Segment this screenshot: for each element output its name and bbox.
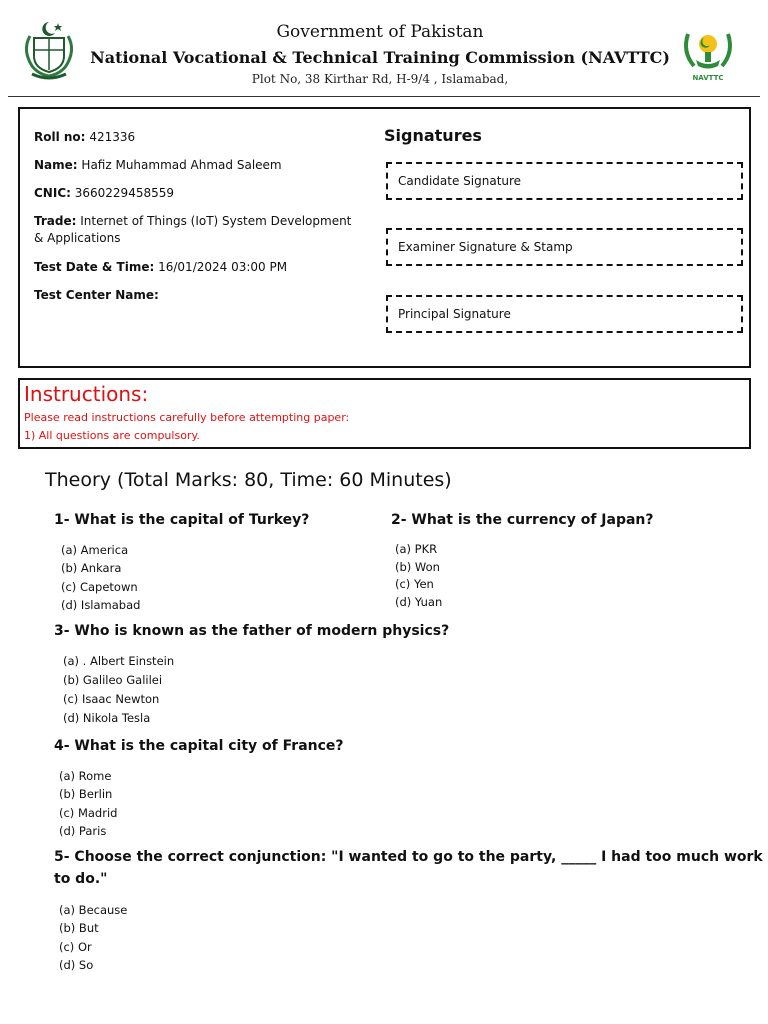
question-1: 1- What is the capital of Turkey? (54, 512, 310, 528)
candidate-cnic: CNIC: 3660229458559 (34, 186, 175, 200)
answer-option: (d) So (59, 957, 94, 972)
answer-option: (d) Yuan (395, 594, 443, 609)
answer-option: (c) Yen (395, 577, 434, 592)
answer-option: (b) But (59, 921, 99, 936)
question-4-options (59, 767, 117, 840)
instructions-line: 1) All questions are compulsory. (24, 429, 200, 442)
instructions-line: Please read instructions carefully before attempting paper: (24, 411, 350, 424)
instructions-title: Instructions: (24, 382, 149, 406)
answer-option: (d) Islamabad (61, 597, 141, 612)
navttc-logo (678, 24, 738, 88)
answer-option: (b) Ankara (61, 561, 122, 576)
commission-title: National Vocational & Technical Training Commission (NAVTTC) (90, 48, 670, 67)
answer-option: (c) Isaac Newton (63, 692, 160, 706)
candidate-trade: Trade: Internet of Things (IoT) System Development & Applications (34, 214, 352, 245)
government-title: Government of Pakistan (276, 22, 484, 42)
theory-section-title: Theory (Total Marks: 80, Time: 60 Minutes) (45, 469, 452, 491)
answer-option: (b) Won (395, 559, 440, 574)
answer-option: (d) Nikola Tesla (63, 711, 151, 725)
roll-number: Roll no: 421336 (34, 130, 136, 144)
answer-option: (a) PKR (395, 542, 438, 556)
examiner-signature-box: Examiner Signature & Stamp (386, 228, 743, 266)
instructions-box (18, 378, 751, 449)
navttc-logo-text: NAVTTC (692, 74, 724, 82)
signatures-title: Signatures (384, 126, 482, 145)
question-3-options (63, 652, 174, 728)
question-2: 2- What is the currency of Japan? (391, 512, 654, 528)
document-header (0, 0, 768, 96)
principal-signature-box: Principal Signature (386, 295, 743, 333)
question-5-options (59, 901, 127, 974)
answer-option: (a) Rome (59, 769, 112, 783)
answer-option: (a) Because (59, 903, 128, 917)
answer-option: (a) . Albert Einstein (63, 654, 175, 668)
test-center-name: Test Center Name: (34, 288, 159, 302)
test-date-time: Test Date & Time: 16/01/2024 03:00 PM (34, 260, 288, 274)
header-divider (8, 96, 760, 97)
question-1-options (61, 541, 140, 614)
question-5: 5- Choose the correct conjunction: "I wanted to go to the party, _____ I had too much work to do." (54, 849, 763, 887)
candidate-signature-box: Candidate Signature (386, 162, 743, 200)
answer-option: (d) Paris (59, 823, 107, 838)
answer-option: (c) Capetown (61, 579, 138, 594)
question-4: 4- What is the capital city of France? (54, 738, 344, 754)
address-line: Plot No, 38 Kirthar Rd, H-9/4 , Islamabad, (251, 72, 509, 86)
answer-option: (a) America (61, 543, 129, 557)
answer-option: (b) Galileo Galilei (63, 673, 163, 687)
candidate-info-box (18, 107, 751, 368)
question-3: 3- Who is known as the father of modern physics? (54, 623, 450, 639)
answer-option: (b) Berlin (59, 787, 113, 802)
candidate-name: Name: Hafiz Muhammad Ahmad Saleem (34, 158, 282, 172)
answer-option: (c) Or (59, 939, 92, 954)
answer-option: (c) Madrid (59, 805, 118, 820)
navttc-logo-icon (678, 24, 738, 74)
question-2-options (395, 541, 442, 611)
